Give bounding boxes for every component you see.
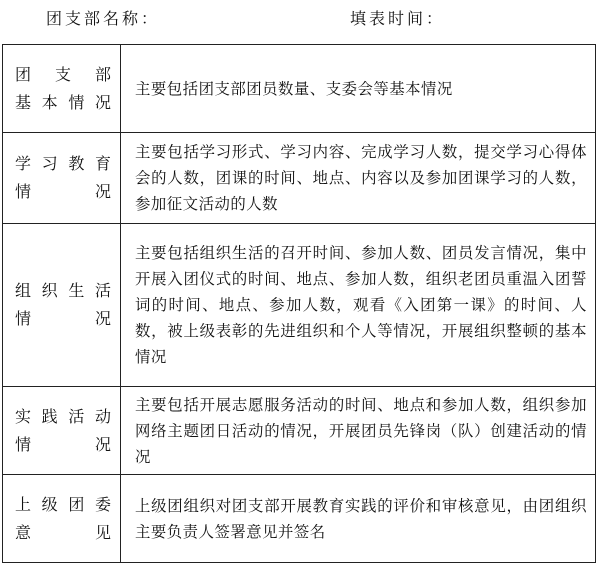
label-line: 组织生活: [15, 281, 112, 300]
label-line: 团 支 部: [15, 64, 112, 84]
row-content-superior-opinion: 上级团组织对团支部开展教育实践的评价和审核意见，由团组织主要负责人签署意见并签名: [121, 475, 596, 563]
row-content-practice-activities: 主要包括开展志愿服务活动的时间、地点和参加人数，组织参加网络主题团日活动的情况，开展团员先锋岗（队）创建活动的情况: [121, 387, 596, 475]
row-content-basic-info: 主要包括团支部团员数量、支委会等基本情况: [121, 45, 596, 133]
label-line: 学习教育: [15, 154, 112, 173]
row-label-organization-life: [3, 224, 121, 387]
label-line: 情 况: [15, 182, 112, 201]
table-row-practice-activities: [3, 387, 596, 475]
label-line: 基本情况: [15, 92, 112, 112]
table-row-basic-info: [3, 45, 596, 133]
branch-name-label: 团支部名称：: [46, 9, 161, 28]
fill-time-label: 填表时间：: [350, 9, 446, 28]
table-row-superior-opinion: [3, 475, 596, 563]
row-label-practice-activities: [3, 387, 121, 475]
row-content-study-education: 主要包括学习形式、学习内容、完成学习人数，提交学习心得体会的人数，团课的时间、地点、内容以及参加团课学习的人数，参加征文活动的人数: [121, 133, 596, 224]
activity-report-table: [2, 44, 596, 563]
form-header: [0, 0, 600, 40]
label-line: 上级团委: [15, 494, 112, 514]
label-line: 意 见: [15, 522, 112, 542]
table-row-study-education: [3, 133, 596, 224]
table-row-organization-life: [3, 224, 596, 387]
row-label-superior-opinion: [3, 475, 121, 563]
label-line: 实践活动: [15, 406, 112, 426]
label-line: 情 况: [15, 434, 112, 454]
row-label-basic-info: [3, 45, 121, 133]
label-line: 情 况: [15, 309, 112, 328]
row-content-organization-life: 主要包括组织生活的召开时间、参加人数、团员发言情况，集中开展入团仪式的时间、地点、参加人数，组织老团员重温入团誓词的时间、地点、参加人数，观看《入团第一课》的时间、人数，被上级表彰的先进组织和个人等情况，开展组织整顿的基本情况: [121, 224, 596, 387]
row-label-study-education: [3, 133, 121, 224]
